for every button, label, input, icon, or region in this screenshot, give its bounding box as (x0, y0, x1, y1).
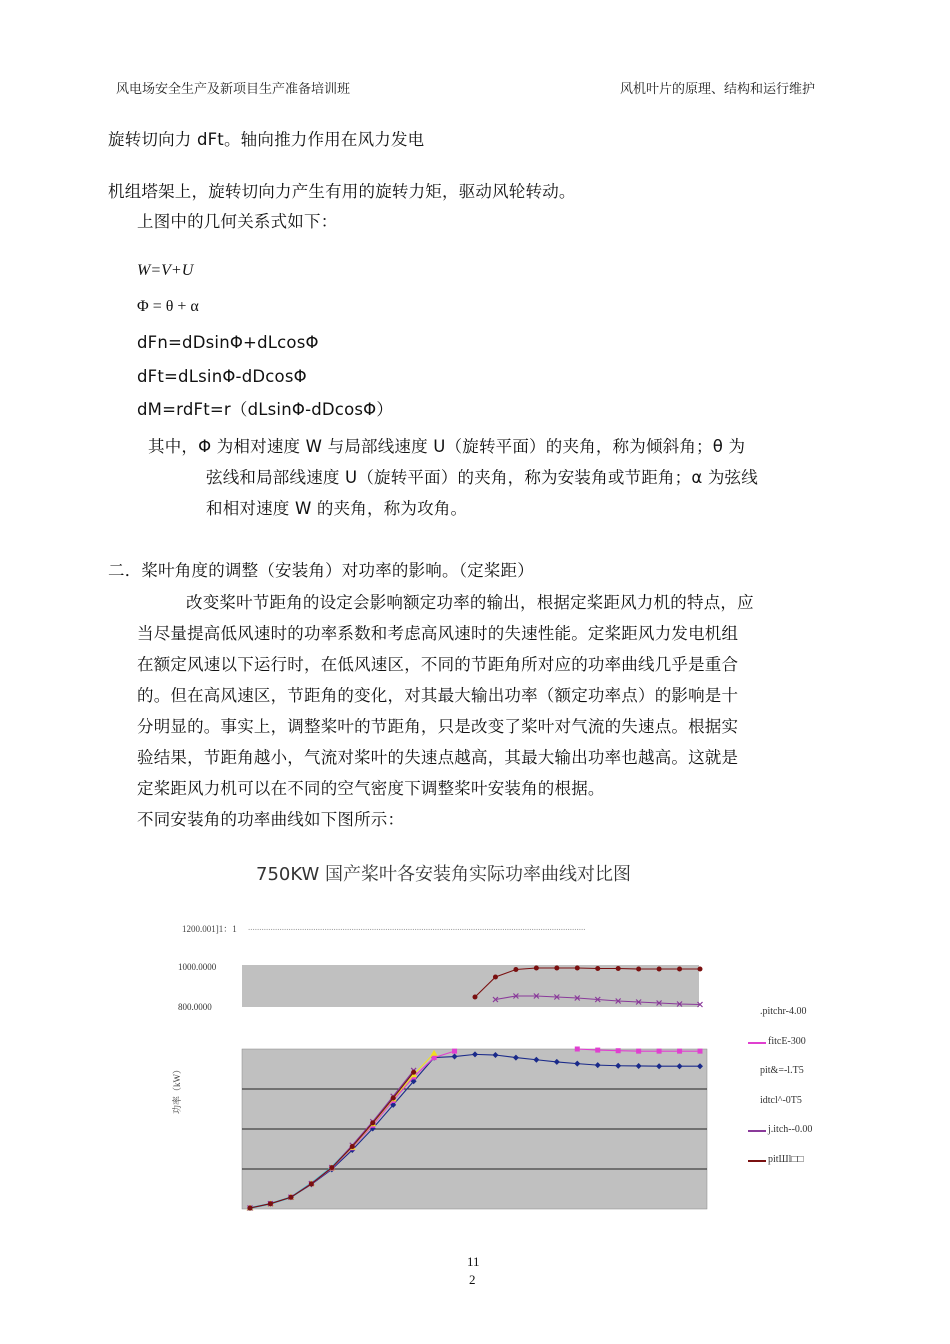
legend-label: j.itch--0.00 (768, 1124, 813, 1135)
power-curve-chart (170, 950, 730, 1220)
data-point (657, 1049, 662, 1054)
legend-item (748, 1036, 838, 1066)
data-point (595, 1048, 600, 1053)
legend-label: idtcl^-0T5 (760, 1094, 802, 1106)
header-left: 风电场安全生产及新项目生产准备培训班 (116, 82, 351, 97)
legend-item (748, 1124, 838, 1154)
data-point (513, 967, 518, 972)
data-point (677, 967, 682, 972)
legend-item (748, 1065, 838, 1095)
data-point (268, 1201, 273, 1206)
data-point (248, 1206, 253, 1211)
page-number: 11 (467, 1254, 480, 1269)
data-point (411, 1070, 416, 1075)
paragraph-line: 验结果，节距角越小，气流对桨叶的失速点越高，其最大输出功率也越高。这就是 (137, 748, 739, 767)
dotted-guide: ...................................................................................................................................................... (248, 922, 586, 932)
legend-label: .pitchr-4.00 (760, 1006, 807, 1017)
paragraph-line: 当尽量提高低风速时的功率系数和考虑高风速时的失速性能。定桨距风力发电机组 (137, 624, 739, 643)
data-point (636, 967, 641, 972)
data-point (370, 1120, 375, 1125)
paragraph-line: 旋转切向力 dFt。轴向推力作用在风力发电 (108, 130, 425, 149)
legend-swatch (748, 1071, 758, 1073)
definition-line: 弦线和局部线速度 U（旋转平面）的夹角，称为安装角或节距角；α 为弦线 (206, 468, 758, 487)
legend-label: fitcE-300 (768, 1035, 806, 1047)
paragraph-line: 上图中的几何关系式如下： (137, 212, 338, 231)
data-point (350, 1144, 355, 1149)
legend-item (748, 1095, 838, 1125)
upper-plot-area (242, 965, 699, 1007)
data-point (677, 1049, 682, 1054)
formula-dfn: dFn=dDsinΦ+dLcosΦ (137, 333, 319, 352)
legend-label: pit&=-l.T5 (760, 1065, 804, 1076)
legend-swatch (748, 1012, 758, 1014)
data-point (391, 1095, 396, 1100)
paragraph-line: 在额定风速以下运行时，在低风速区，不同的节距角所对应的功率曲线几乎是重合 (137, 655, 739, 674)
paragraph-line: 改变桨叶节距角的设定会影响额定功率的输出，根据定桨距风力机的特点，应 (186, 593, 754, 612)
formula-dm: dM=rdFt=r（dLsinΦ-dDcosΦ） (137, 400, 394, 419)
data-point (575, 1047, 580, 1052)
data-point (657, 967, 662, 972)
paragraph-line: 定桨距风力机可以在不同的空气密度下调整桨叶安装角的根据。 (137, 779, 605, 798)
y-top-label: 1200.001]1：1 (182, 924, 237, 934)
data-point (636, 1049, 641, 1054)
legend-swatch (748, 1160, 766, 1162)
data-point (452, 1049, 457, 1054)
data-point (554, 966, 559, 971)
data-point (473, 995, 478, 1000)
formula-phi: Φ = θ + α (137, 298, 199, 315)
data-point (698, 1049, 703, 1054)
formula-dft: dFt=dLsinΦ-dDcosΦ (137, 367, 307, 386)
chart-legend (748, 1006, 838, 1183)
legend-swatch (748, 1101, 758, 1103)
y-axis-label-text: 功率（kW） (172, 1065, 182, 1114)
data-point (595, 966, 600, 971)
paragraph-line: 分明显的。事实上，调整桨叶的节距角，只是改变了桨叶对气流的失速点。根据实 (137, 717, 739, 736)
section-heading: 二．桨叶角度的调整（安装角）对功率的影响。（定桨距） (108, 561, 534, 580)
data-point (698, 967, 703, 972)
legend-label: pitШl□□ (768, 1153, 804, 1165)
legend-item (748, 1154, 838, 1184)
paragraph-line: 不同安装角的功率曲线如下图所示： (137, 810, 405, 829)
chart-title: 750KW 国产桨叶各安装角实际功率曲线对比图 (256, 864, 632, 885)
header-right: 风机叶片的原理、结构和运行维护 (620, 82, 816, 97)
page-number-sub: 2 (469, 1272, 476, 1287)
data-point (329, 1165, 334, 1170)
formula-w: W=V+U (137, 262, 194, 279)
paragraph-line: 机组塔架上，旋转切向力产生有用的旋转力矩，驱动风轮转动。 (108, 182, 576, 201)
definition-line: 其中，Φ 为相对速度 W 与局部线速度 U（旋转平面）的夹角，称为倾斜角；θ 为 (148, 437, 746, 456)
data-point (309, 1181, 314, 1186)
definition-line: 和相对速度 W 的夹角，称为攻角。 (206, 499, 468, 518)
legend-swatch (748, 1042, 766, 1044)
data-point (534, 966, 539, 971)
data-point (575, 966, 580, 971)
data-point (493, 975, 498, 980)
data-point (616, 966, 621, 971)
data-point (616, 1048, 621, 1053)
y-tick-label: 1000.0000 (178, 962, 217, 972)
legend-swatch (748, 1130, 766, 1132)
y-tick-label: 800.0000 (178, 1002, 212, 1012)
paragraph-line: 的。但在高风速区，节距角的变化，对其最大输出功率（额定功率点）的影响是十 (137, 686, 739, 705)
legend-item (748, 1006, 838, 1036)
data-point (288, 1195, 293, 1200)
